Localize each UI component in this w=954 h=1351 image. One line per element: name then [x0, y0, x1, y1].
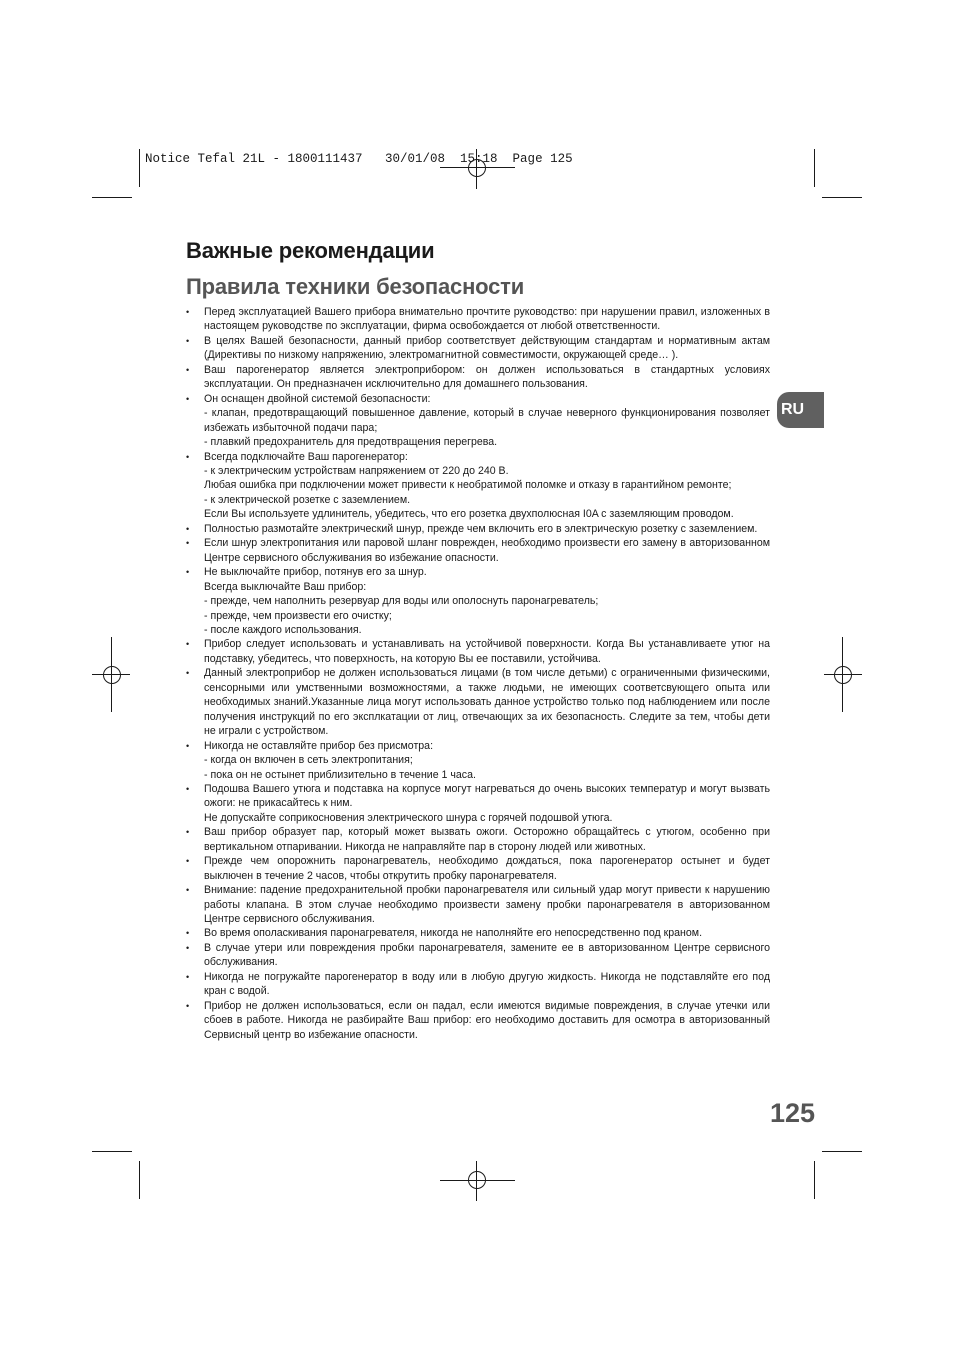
- list-item: [186, 825, 770, 854]
- rule-text: • Внимание: падение предохранительной пробки паронагревателя или сильный удар могут привести к нарушению работы клапана. В этом случае необходимо произвести замену пробки паронагревателя в авторизованном Центре сервисного обслуживания.: [204, 884, 770, 926]
- section-title: Правила техники безопасности: [186, 274, 525, 299]
- list-item: [186, 739, 770, 782]
- rule-text: • Никогда не оставляйте прибор без присмотра:: [204, 739, 434, 752]
- registration-circle: [834, 666, 852, 684]
- rule-text: • Полностью размотайте электрический шнур, прежде чем включить его в электрическую розетку с заземлением.: [204, 522, 758, 535]
- list-item: [186, 941, 770, 970]
- rule-text: • Прежде чем опорожнить парoнагреватель, необходимо дождаться, пока парогенератор остынет и будет выключен в течение 2 часов, чтобы открутить пробку парoнагревателя.: [204, 855, 770, 882]
- list-item: [186, 970, 770, 999]
- list-item: [186, 999, 770, 1042]
- rule-text: • Прибор следует использовать и устанавливать на устойчивой поверхности. Когда Вы устанавливаете утюг на подставку, убедитесь, что поверхность, на которую Вы ее поставили, устойчива.: [204, 638, 770, 665]
- rule-text: - прежде, чем наполнить резервуар для воды или ополоснуть паронагреватель;: [204, 595, 599, 608]
- list-item: [186, 666, 770, 738]
- rule-text: • Ваш парогенератор является электроприбором: он должен использоваться в стандартных условиях эксплуатации. Он предназначен исключительно для домашнего пользования.: [204, 363, 770, 391]
- rule-text: - к электрическим устройствам напряжением от 220 до 240 В.: [204, 464, 509, 477]
- list-item: [186, 522, 770, 536]
- rule-text: - клапан, предотвращающий повышенное давление, который в случае неверного функционирования позволяет избежать избыточной подачи пара;: [204, 407, 770, 434]
- rule-text: • В целях Вашей безопасности, данный прибор соответствует действующим стандартам и нормативным актам (Директивы по низкому напряжению, электромагнитной совместимости, окружающей среде… ).: [204, 334, 770, 362]
- list-item: [186, 450, 770, 522]
- list-item: [186, 536, 770, 565]
- rule-text: • Ваш прибор образует пар, который может вызвать ожоги. Осторожно обращайтесь с утюгом, особенно при вертикальном отпаривании. Никогда не направляйте пар в сторону людей или животных.: [204, 826, 770, 853]
- rule-text: • Всегда подключайте Ваш парогенератор:: [204, 450, 408, 463]
- rule-text: • Никогда не погружайте парогенератор в воду или в любую другую жидкость. Никогда не подставляйте его под кран с водой.: [204, 970, 770, 998]
- rule-text: • Прибор не должен использоваться, если он падал, если имеются видимые повреждения, в случае утечки или сбоев в работе. Никогда не разбирайте Ваш прибор: его необходимо доставить для осмотра в авторизованный Сервисный центр во избежание опасности.: [204, 999, 770, 1041]
- crop-mark: [814, 1161, 815, 1199]
- rule-text: - пока он не остынет приблизительно в течение 1 часа.: [204, 768, 476, 781]
- rule-text: • В случае утери или повреждения пробки паронагревателя, замените ее в авторизованном Центре сервисного обслуживания.: [204, 941, 770, 969]
- list-item: [186, 782, 770, 825]
- list-item: [186, 637, 770, 666]
- rule-text: - после каждого использования.: [204, 623, 362, 636]
- rule-text: • Во время ополаскивания паронагревателя, никогда не наполняйте его непосредственно под краном.: [204, 927, 703, 940]
- list-item: [186, 883, 770, 926]
- print-header: Notice Tefal 21L - 1800111437 30/01/08 15:18 Page 125: [145, 152, 573, 166]
- list-item: [186, 363, 770, 392]
- rule-text: Если Вы используете удлинитель, убедитесь, что его розетка двухполюсная I0A с заземляющим проводом.: [204, 508, 734, 521]
- rule-text: • Данный электроприбор не должен использоваться лицами (в том числе детьми) с ограниченными физическими, сенсорными или умственными возможностями, а также людьми, не имеющих соответсвующего опыта или необходимых знаний.Указанные лица могут использовать данное устройство только под наблюдением или после получения инструкций по его эксплкатации от лиц, отвечающих за их безопасность. Следите за тем, чтобы дети не играли с устройством.: [204, 667, 770, 738]
- safety-rules-list: [186, 305, 770, 1042]
- rule-text: • Подошва Вашего утюга и подставка на корпусе могут нагреваться до очень высоких температур и могут вызвать ожоги: не прикасайтесь к ним.: [204, 782, 770, 810]
- rule-text: • Не выключайте прибор, потянув его за шнур.: [204, 566, 427, 579]
- list-item: [186, 854, 770, 883]
- rule-text: - к электрической розетке с заземлением.: [204, 493, 411, 506]
- page-number: 125: [770, 1098, 816, 1128]
- rule-text: • Он оснащен двойной системой безопасности:: [204, 392, 431, 405]
- crop-mark: [92, 197, 132, 198]
- registration-circle: [103, 666, 121, 684]
- rule-text: - когда он включен в сеть электропитания;: [204, 754, 413, 767]
- crop-mark: [822, 197, 862, 198]
- crop-mark: [92, 1151, 132, 1152]
- rule-text: - прежде, чем произвести его очистку;: [204, 609, 392, 622]
- list-item: [186, 926, 770, 940]
- registration-circle: [468, 1171, 486, 1189]
- rule-text: Любая ошибка при подключении может привести к необратимой поломке и отказу в гарантийном ремонте;: [204, 479, 732, 492]
- rule-text: • Если шнур электропитания или паровой шланг поврежден, необходимо произвести его замену в авторизованном Центре сервисного обслуживания во избежание опасности.: [204, 537, 770, 564]
- page-title: Важные рекомендации: [186, 238, 435, 263]
- crop-mark: [814, 149, 815, 187]
- rule-text: Не допускайте соприкосновения электрического шнура с горячей подошвой утюга.: [204, 811, 613, 824]
- crop-mark: [822, 1151, 862, 1152]
- list-item: [186, 565, 770, 637]
- crop-mark: [139, 1161, 140, 1199]
- rule-text: • Перед эксплуатацией Вашего прибора внимательно прочтите руководство: при нарушении правил, изложенных в настоящем руководстве по эксплуатации, фирма освобождается от любой ответственности.: [204, 306, 770, 333]
- rule-text: Всегда выключайте Ваш прибор:: [204, 580, 367, 593]
- list-item: [186, 305, 770, 334]
- crop-mark: [139, 149, 140, 187]
- rule-text: - плавкий предохранитель для предотвращения перегрева.: [204, 436, 498, 449]
- list-item: [186, 392, 770, 450]
- list-item: [186, 334, 770, 363]
- language-tab: RU: [777, 392, 824, 428]
